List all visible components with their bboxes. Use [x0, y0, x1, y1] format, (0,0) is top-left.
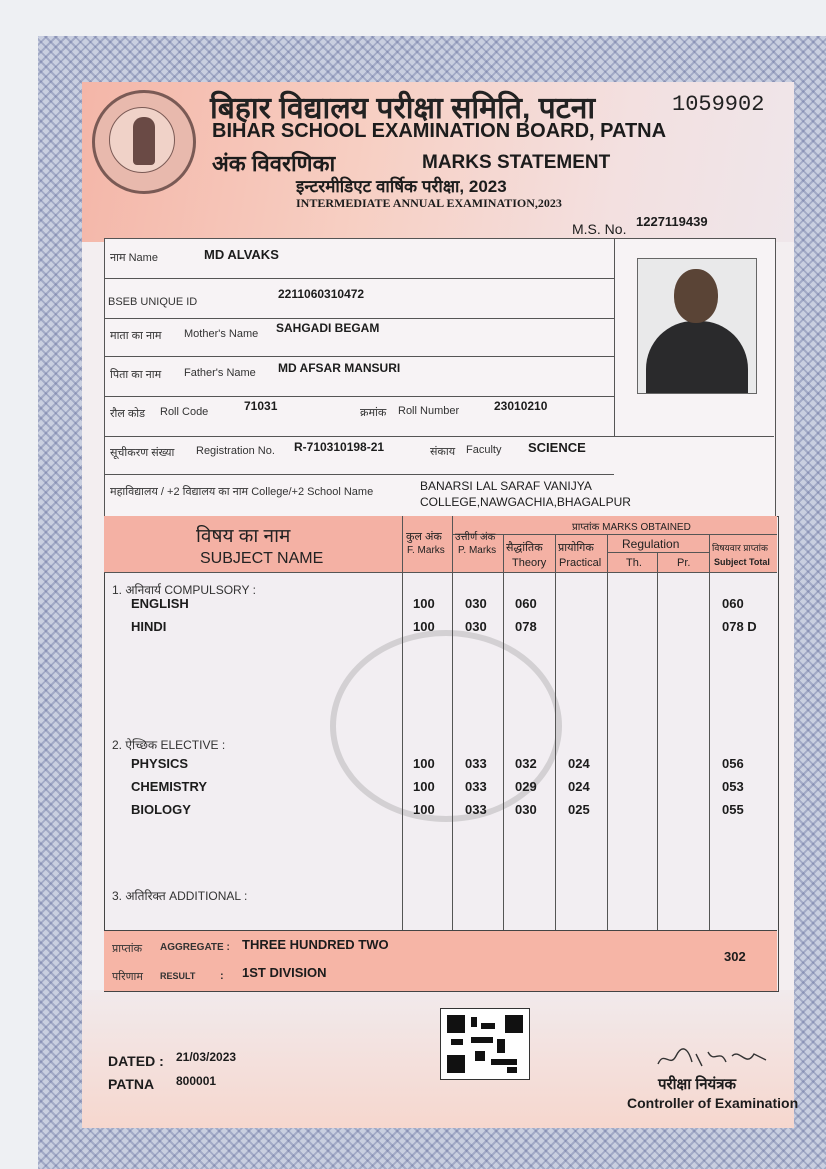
full-marks: 100	[413, 596, 435, 611]
result-value: 1ST DIVISION	[242, 965, 327, 980]
divider	[104, 318, 614, 319]
name-label: नाम Name	[110, 252, 158, 264]
controller-title-english: Controller of Examination	[627, 1095, 799, 1111]
subject-total: 053	[722, 779, 744, 794]
result-colon: :	[220, 970, 224, 982]
column-divider	[402, 516, 403, 930]
pass-marks-hindi: उत्तीर्ण अंक	[455, 532, 496, 543]
roll-code-label-hindi: रौल कोड	[110, 408, 146, 420]
full-marks: 100	[413, 779, 435, 794]
column-divider	[555, 534, 556, 930]
exam-title-english: INTERMEDIATE ANNUAL EXAMINATION,2023	[296, 196, 562, 210]
father-label-english: Father's Name	[184, 367, 256, 379]
place-label: PATNA	[108, 1076, 155, 1092]
divider	[104, 474, 614, 475]
father-label-hindi: पिता का नाम	[110, 369, 162, 381]
regulation-theory: Th.	[626, 557, 642, 569]
aggregate-in-words: THREE HUNDRED TWO	[242, 937, 389, 952]
full-marks: 100	[413, 756, 435, 771]
reg-label-english: Registration No.	[196, 445, 275, 457]
exam-title-hindi: इन्टरमीडिएट वार्षिक परीक्षा, 2023	[296, 177, 507, 196]
father-name: MD AFSAR MANSURI	[278, 361, 401, 375]
subject-total: 078 D	[722, 619, 757, 634]
roll-number-label-english: Roll Number	[398, 405, 460, 417]
regulation-header: Regulation	[622, 537, 680, 551]
compulsory-section-label: 1. अनिवार्य COMPULSORY :	[112, 583, 256, 597]
practical-marks: 024	[568, 756, 590, 771]
theory-marks: 060	[515, 596, 537, 611]
board-seal-logo	[92, 90, 196, 194]
practical-marks: 025	[568, 802, 590, 817]
controller-signature	[654, 1044, 772, 1072]
header-divider	[607, 552, 709, 553]
full-marks: 100	[413, 802, 435, 817]
controller-title-hindi: परीक्षा नियंत्रक	[658, 1076, 737, 1093]
header-divider	[104, 572, 777, 573]
board-title-hindi: बिहार विद्यालय परीक्षा समिति, पटना	[210, 92, 596, 125]
board-title-english: BIHAR SCHOOL EXAMINATION BOARD, PATNA	[212, 120, 667, 142]
serial-number: 1059902	[672, 92, 765, 117]
college-name-line2: COLLEGE,NAWGACHIA,BHAGALPUR	[420, 495, 631, 509]
ms-no-label: M.S. No.	[572, 221, 627, 237]
regulation-practical: Pr.	[677, 557, 691, 569]
subject-total-english: Subject Total	[714, 557, 770, 567]
college-label: महाविद्यालय / +2 विद्यालय का नाम College/+2 School Name	[110, 486, 374, 498]
theory-hindi: सैद्धांतिक	[506, 542, 543, 554]
place-value: 800001	[176, 1074, 217, 1088]
subject-header-hindi: विषय का नाम	[196, 526, 291, 547]
mother-label-english: Mother's Name	[184, 328, 259, 340]
qr-code	[440, 1008, 530, 1080]
result-label-english: RESULT	[160, 971, 196, 981]
mother-label-hindi: माता का नाम	[110, 330, 162, 342]
subject-name: PHYSICS	[131, 756, 189, 771]
additional-section-label: 3. अतिरिक्त ADDITIONAL :	[112, 889, 248, 903]
subject-name: HINDI	[131, 619, 167, 634]
subject-total-hindi: विषयवार प्राप्तांक	[712, 543, 768, 553]
dated-value: 21/03/2023	[176, 1050, 237, 1064]
subject-total: 055	[722, 802, 744, 817]
subject-name: CHEMISTRY	[131, 779, 208, 794]
divider	[104, 436, 774, 437]
mother-name: SAHGADI BEGAM	[276, 321, 380, 335]
aggregate-total: 302	[724, 949, 746, 964]
aggregate-label-hindi: प्राप्तांक	[112, 943, 143, 955]
column-divider	[657, 552, 658, 930]
roll-code-label-english: Roll Code	[160, 406, 209, 418]
pass-marks: 030	[465, 596, 487, 611]
practical-hindi: प्रायोगिक	[558, 542, 594, 554]
college-name-line1: BANARSI LAL SARAF VANIJYA	[420, 479, 592, 493]
practical-marks: 024	[568, 779, 590, 794]
statement-title-hindi: अंक विवरणिका	[212, 151, 336, 176]
pass-marks: 033	[465, 779, 487, 794]
roll-number-label-hindi: क्रमांक	[360, 407, 387, 419]
header-divider	[452, 534, 777, 535]
result-label-hindi: परिणाम	[112, 971, 143, 983]
pass-marks: 033	[465, 802, 487, 817]
ms-no-value: 1227119439	[636, 214, 708, 229]
statement-title-english: MARKS STATEMENT	[422, 152, 611, 173]
divider	[614, 238, 615, 436]
theory-english: Theory	[512, 557, 547, 569]
subject-name: BIOLOGY	[131, 802, 191, 817]
column-divider	[607, 534, 608, 930]
reg-label-hindi: सूचीकरण संख्या	[110, 447, 175, 459]
faculty-value: SCIENCE	[528, 440, 586, 455]
divider	[104, 396, 614, 397]
student-name: MD ALVAKS	[204, 247, 279, 262]
roll-code-value: 71031	[244, 399, 278, 413]
divider	[104, 278, 614, 279]
divider	[104, 356, 614, 357]
column-divider	[503, 534, 504, 930]
faculty-label-english: Faculty	[466, 444, 502, 456]
aggregate-result-box	[104, 930, 777, 991]
column-divider	[709, 534, 710, 930]
subject-total: 060	[722, 596, 744, 611]
theory-marks: 029	[515, 779, 537, 794]
full-marks: 100	[413, 619, 435, 634]
pass-marks: 030	[465, 619, 487, 634]
full-marks-hindi: कुल अंक	[406, 531, 442, 543]
subject-name: ENGLISH	[131, 596, 189, 611]
pass-marks: 033	[465, 756, 487, 771]
reg-no-value: R-710310198-21	[294, 440, 385, 454]
dated-label: DATED :	[108, 1053, 164, 1069]
full-marks-english: F. Marks	[407, 545, 445, 556]
student-photo	[637, 258, 757, 394]
marks-obtained-header: प्राप्तांक MARKS OBTAINED	[572, 522, 691, 533]
uid-value: 2211060310472	[278, 287, 365, 301]
theory-marks: 078	[515, 619, 537, 634]
subject-header-english: SUBJECT NAME	[200, 550, 324, 567]
roll-number-value: 23010210	[494, 399, 548, 413]
theory-marks: 030	[515, 802, 537, 817]
uid-label: BSEB UNIQUE ID	[108, 296, 198, 308]
subject-total: 056	[722, 756, 744, 771]
faculty-label-hindi: संकाय	[430, 446, 456, 458]
theory-marks: 032	[515, 756, 537, 771]
column-divider	[452, 516, 453, 930]
pass-marks-english: P. Marks	[458, 545, 497, 556]
practical-english: Practical	[559, 557, 602, 569]
aggregate-label-english: AGGREGATE :	[160, 942, 230, 953]
elective-section-label: 2. ऐच्छिक ELECTIVE :	[112, 738, 226, 752]
